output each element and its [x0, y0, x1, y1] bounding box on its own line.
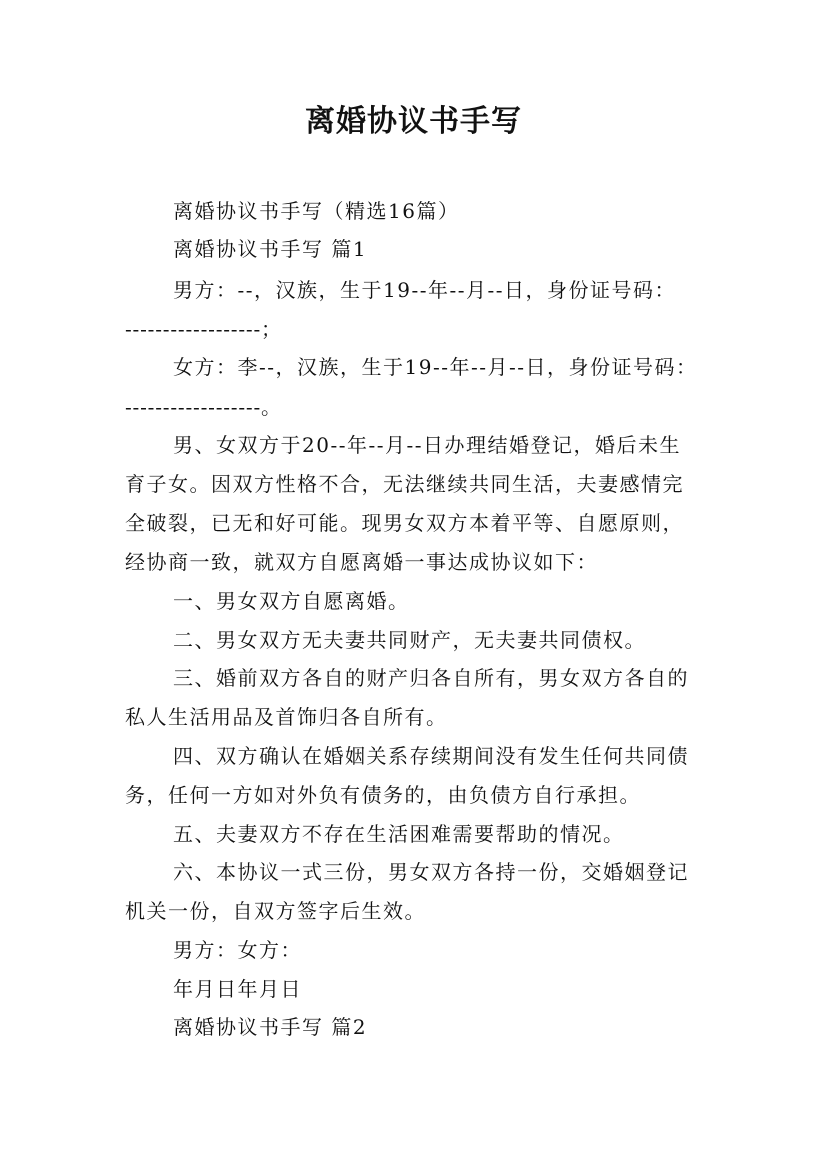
clause-3-cont: 私人生活用品及首饰归各自所有。 — [125, 705, 448, 729]
male-party-line: 男方：--，汉族，生于19--年--月--日，身份证号码： — [173, 278, 677, 302]
signature-line: 男方：女方： — [173, 938, 302, 962]
paragraph-line: 全破裂，已无和好可能。现男女双方本着平等、自愿原则， — [125, 511, 684, 535]
female-id-line: ------------------。 — [125, 395, 282, 419]
clause-4-cont: 务，任何一方如对外负有债务的，由负债方自行承担。 — [125, 783, 641, 807]
paragraph-line: 经协商一致，就双方自愿离婚一事达成协议如下： — [125, 550, 598, 574]
clause-3: 三、婚前双方各自的财产归各自所有，男女双方各自的 — [173, 666, 689, 690]
date-line: 年月日年月日 — [173, 977, 302, 1001]
clause-2: 二、男女双方无夫妻共同财产，无夫妻共同债权。 — [173, 628, 646, 652]
clause-6-cont: 机关一份，自双方签字后生效。 — [125, 899, 426, 923]
clause-4: 四、双方确认在婚姻关系存续期间没有发生任何共同债 — [173, 744, 689, 768]
clause-1: 一、男女双方自愿离婚。 — [173, 589, 410, 613]
document-title: 离婚协议书手写 — [305, 104, 522, 139]
male-id-line: ------------------； — [125, 317, 282, 341]
clause-6: 六、本协议一式三份，男女双方各持一份，交婚姻登记 — [173, 860, 689, 884]
female-party-line: 女方：李--，汉族，生于19--年--月--日，身份证号码： — [173, 355, 698, 379]
clause-5: 五、夫妻双方不存在生活困难需要帮助的情况。 — [173, 822, 625, 846]
paragraph-line: 男、女双方于20--年--月--日办理结婚登记，婚后未生 — [173, 433, 681, 457]
section-heading-2: 离婚协议书手写 篇2 — [173, 1015, 368, 1039]
subtitle-line: 离婚协议书手写（精选16篇） — [173, 199, 460, 223]
section-heading-1: 离婚协议书手写 篇1 — [173, 237, 368, 261]
paragraph-line: 育子女。因双方性格不合，无法继续共同生活，夫妻感情完 — [125, 472, 684, 496]
